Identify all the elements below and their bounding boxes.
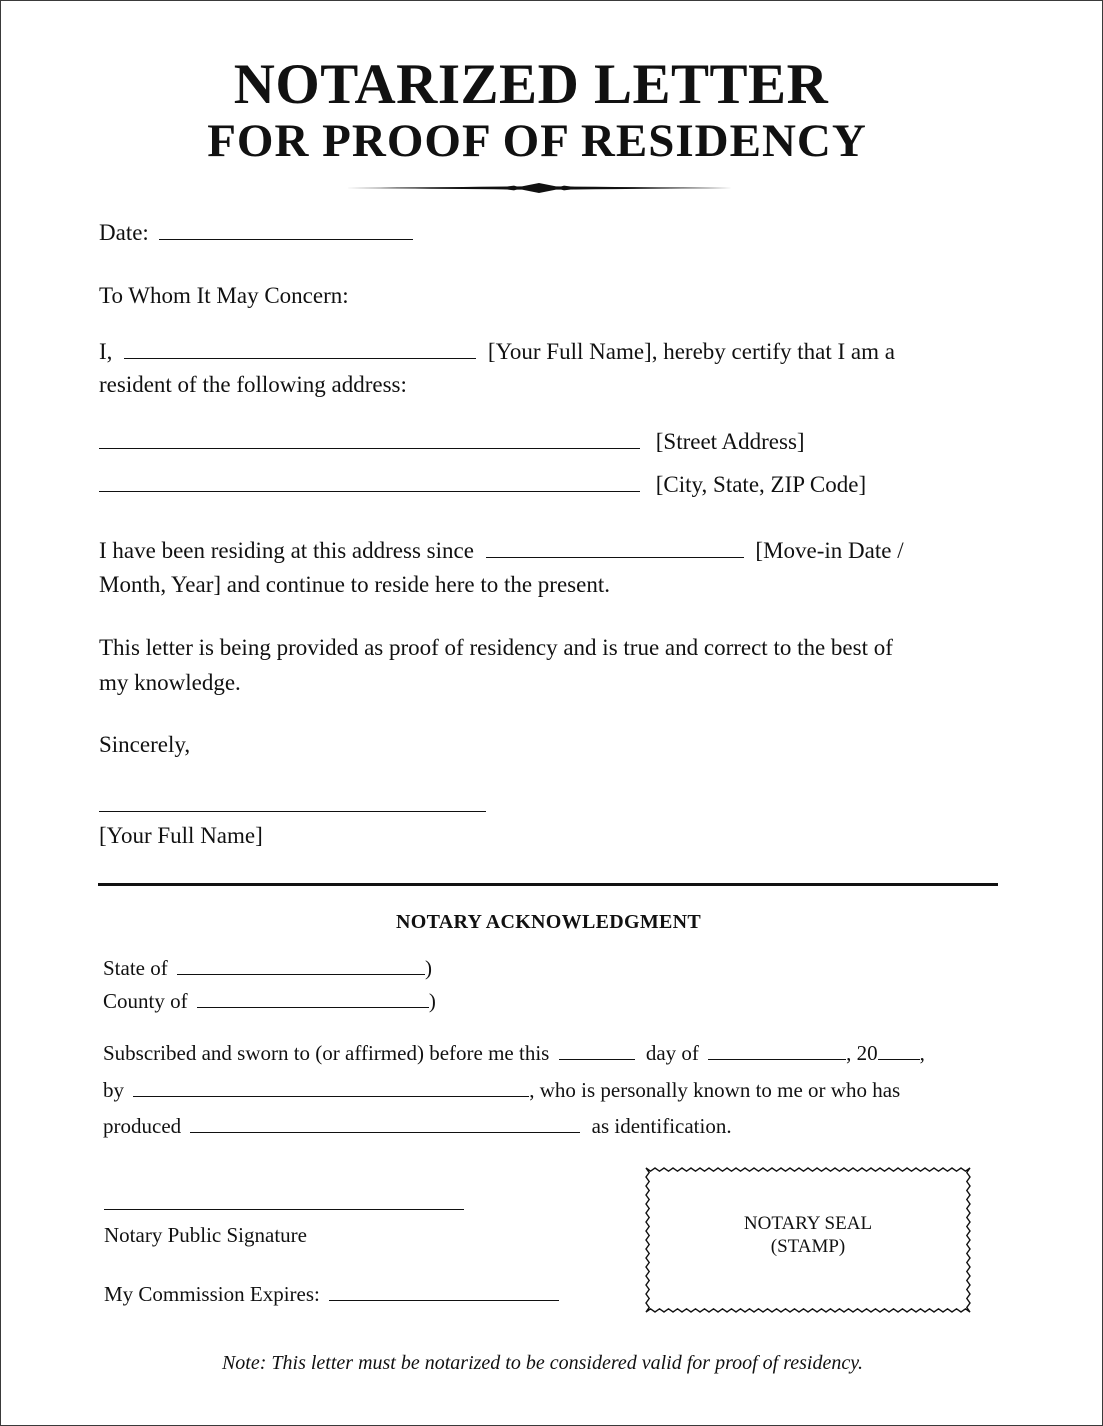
date-blank[interactable] [159,239,413,240]
closing: Sincerely, [99,732,191,757]
commission-label: My Commission Expires: [104,1282,320,1306]
notary-signature-label: Notary Public Signature [104,1223,307,1247]
notary-signature-line[interactable] [104,1209,464,1210]
state-row [103,955,432,981]
street-label: [Street Address] [655,429,805,454]
street-row [99,428,805,456]
identification-text: as identification. [591,1114,732,1138]
known-text: , who is personally known to me or who has [529,1078,901,1102]
intro-row [99,338,895,366]
county-row [103,988,436,1014]
notary-heading: NOTARY ACKNOWLEDGMENT [395,911,702,933]
city-row [99,471,866,499]
city-label: [City, State, ZIP Code] [655,472,867,497]
section-divider [98,883,998,886]
produced-label: produced [103,1114,182,1138]
full-name-blank[interactable] [124,358,476,359]
commission-row [104,1281,559,1307]
street-address-blank[interactable] [99,448,640,449]
produced-row [103,1113,732,1139]
by-label: by [103,1078,124,1102]
proof-line2: my knowledge. [99,670,241,695]
document-subtitle: FOR PROOF OF RESIDENCY [207,115,867,167]
signer-label: [Your Full Name] [99,823,263,848]
state-label: State of [103,956,168,980]
year-blank[interactable] [878,1059,920,1060]
residing-row [99,537,904,565]
intro-suffix: [Your Full Name], hereby certify that I am a [487,339,895,364]
county-blank[interactable] [197,1007,429,1008]
identification-blank[interactable] [190,1132,580,1133]
year-prefix: , 20 [846,1041,878,1065]
day-of-label: day of [645,1041,699,1065]
seal-label-line1: NOTARY SEAL [743,1213,873,1234]
salutation: To Whom It May Concern: [99,283,349,308]
state-paren: ) [424,956,432,980]
document-title: NOTARIZED LETTER [233,53,829,116]
year-suffix: , [919,1041,925,1065]
date-row [99,219,413,247]
residing-suffix: [Move-in Date / [755,538,904,563]
subscribed-row [103,1040,925,1066]
intro-line2: resident of the following address: [99,372,407,397]
subscribed-prefix: Subscribed and sworn to (or affirmed) before me this [103,1041,550,1065]
by-row [103,1077,900,1103]
commission-blank[interactable] [329,1300,559,1301]
move-in-date-blank[interactable] [486,557,744,558]
day-blank[interactable] [559,1059,635,1060]
seal-label-line2: (STAMP) [770,1236,846,1257]
month-blank[interactable] [708,1059,846,1060]
footer-note: Note: This letter must be notarized to be considered valid for proof of residency. [221,1352,864,1374]
date-label: Date: [99,220,149,245]
notary-seal-box[interactable] [642,1212,974,1258]
proof-line1: This letter is being provided as proof of residency and is true and correct to the best of [99,635,893,660]
residing-prefix: I have been residing at this address since [99,538,474,563]
intro-prefix: I, [99,339,113,364]
county-paren: ) [428,989,436,1013]
state-blank[interactable] [177,974,425,975]
ornament-divider-icon [346,181,732,195]
by-name-blank[interactable] [133,1096,529,1097]
city-state-zip-blank[interactable] [99,491,640,492]
county-label: County of [103,989,188,1013]
signature-line[interactable] [99,811,486,812]
residing-line2: Month, Year] and continue to reside here to the present. [99,572,610,597]
